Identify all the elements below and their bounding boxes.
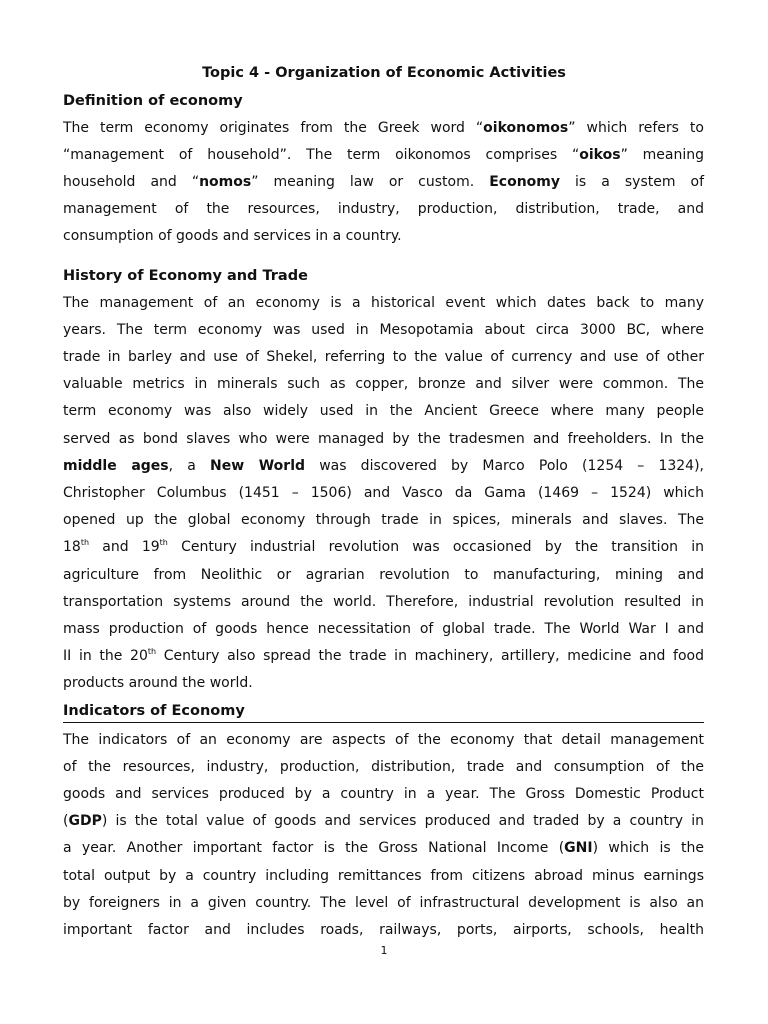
paragraph-line [63, 115, 704, 142]
text-run: by foreigners in a given country. The level of infrastructural development is also an [63, 894, 704, 911]
text-run: household and “ [63, 173, 200, 190]
superscript: th [159, 538, 168, 548]
paragraph-line [63, 727, 704, 754]
text-run: term economy was also widely used in the Ancient Greece where many people [63, 403, 704, 420]
text-run: ( [63, 813, 69, 830]
text-run: served as bond slaves who were managed by the tradesmen and freeholders. In the [63, 430, 704, 447]
paragraph-line [63, 196, 704, 223]
text-run: ” which refers to [568, 119, 704, 136]
text-run: of the resources, industry, production, distribution, trade and consumption of the [63, 758, 704, 775]
text-run: II in the 20 [63, 648, 148, 665]
paragraph-line [63, 453, 704, 480]
paragraph-line [63, 223, 704, 250]
text-run: is a system of [560, 173, 705, 190]
heading-underline [63, 722, 704, 723]
text-run: ) is the total value of goods and services produced and traded by a country in [101, 813, 704, 830]
text-run: goods and services produced by a country in a year. The Gross Domestic Product [63, 785, 704, 802]
text-run: The indicators of an economy are aspects of the economy that detail management [63, 731, 704, 748]
text-run: valuable metrics in minerals such as copper, bronze and silver were common. The [63, 376, 704, 393]
paragraph-line [63, 344, 704, 371]
paragraph-line [63, 317, 704, 344]
superscript: th [147, 647, 157, 657]
bold-term: nomos [199, 173, 252, 190]
text-run: consumption of goods and services in a country. [63, 228, 402, 245]
section-heading: Indicators of Economy [63, 702, 245, 719]
text-run: Century industrial revolution was occasioned by the transition in [167, 539, 704, 556]
paragraph-line [63, 670, 704, 697]
text-run: years. The term economy was used in Mesopotamia about circa 3000 BC, where [63, 321, 704, 338]
bold-term: Economy [489, 173, 561, 190]
paragraph-line [63, 534, 704, 561]
text-run: agriculture from Neolithic or agrarian revolution to manufacturing, mining and [63, 566, 704, 583]
text-run: Christopher Columbus (1451 – 1506) and Vasco da Gama (1469 – 1524) which [63, 484, 704, 501]
text-run: transportation systems around the world. Therefore, industrial revolution resulted in [63, 593, 704, 610]
section-heading: History of Economy and Trade [63, 267, 308, 284]
paragraph-line [63, 808, 704, 835]
paragraph-line [63, 754, 704, 781]
superscript: th [80, 538, 90, 548]
bold-term: oikonomos [483, 119, 569, 136]
paragraph-line [63, 890, 704, 917]
text-run: management of the resources, industry, production, distribution, trade, and [63, 201, 704, 218]
bold-term: GNI [564, 840, 593, 857]
text-run: , a [168, 457, 210, 474]
paragraph-line [63, 507, 704, 534]
bold-term: middle ages [63, 457, 169, 474]
text-run: trade in barley and use of Shekel, referring to the value of currency and use of other [63, 348, 704, 365]
text-run: 18 [63, 539, 81, 556]
paragraph-line [63, 616, 704, 643]
paragraph-line [63, 643, 704, 670]
paragraph-line [63, 142, 704, 169]
paragraph-line [63, 835, 704, 862]
text-run: ” meaning law or custom. [251, 173, 490, 190]
paragraph-line [63, 290, 704, 317]
bold-term: oikos [579, 146, 621, 163]
text-run: a year. Another important factor is the Gross National Income ( [63, 840, 565, 857]
paragraph-line [63, 562, 704, 589]
paragraph-line [63, 781, 704, 808]
section-heading: Definition of economy [63, 92, 243, 109]
text-run: important factor and includes roads, railways, ports, airports, schools, health [63, 921, 704, 938]
paragraph-line [63, 169, 704, 196]
document-title: Topic 4 - Organization of Economic Activities [202, 65, 566, 81]
paragraph-line [63, 480, 704, 507]
text-run: Century also spread the trade in machinery, artillery, medicine and food [156, 648, 704, 665]
paragraph-line [63, 371, 704, 398]
paragraph-line [63, 917, 704, 944]
text-run: The term economy originates from the Greek word “ [63, 119, 484, 136]
page-number: 1 [380, 944, 388, 957]
text-run: mass production of goods hence necessitation of global trade. The World War I and [63, 620, 704, 637]
paragraph-line [63, 426, 704, 453]
text-run: and 19 [89, 539, 160, 556]
text-run: “management of household”. The term oikonomos comprises “ [63, 146, 580, 163]
text-run: was discovered by Marco Polo (1254 – 1324), [305, 457, 705, 474]
paragraph-line [63, 863, 704, 890]
text-run: ) which is the [592, 840, 704, 857]
text-run: products around the world. [63, 675, 253, 692]
paragraph-line [63, 589, 704, 616]
text-run: opened up the global economy through trade in spices, minerals and slaves. The [63, 512, 704, 529]
text-run: The management of an economy is a historical event which dates back to many [63, 294, 704, 311]
paragraph-line [63, 398, 704, 425]
text-run: total output by a country including remittances from citizens abroad minus earnings [63, 867, 704, 884]
bold-term: GDP [68, 813, 102, 830]
bold-term: New World [210, 457, 306, 474]
text-run: ” meaning [620, 146, 705, 163]
